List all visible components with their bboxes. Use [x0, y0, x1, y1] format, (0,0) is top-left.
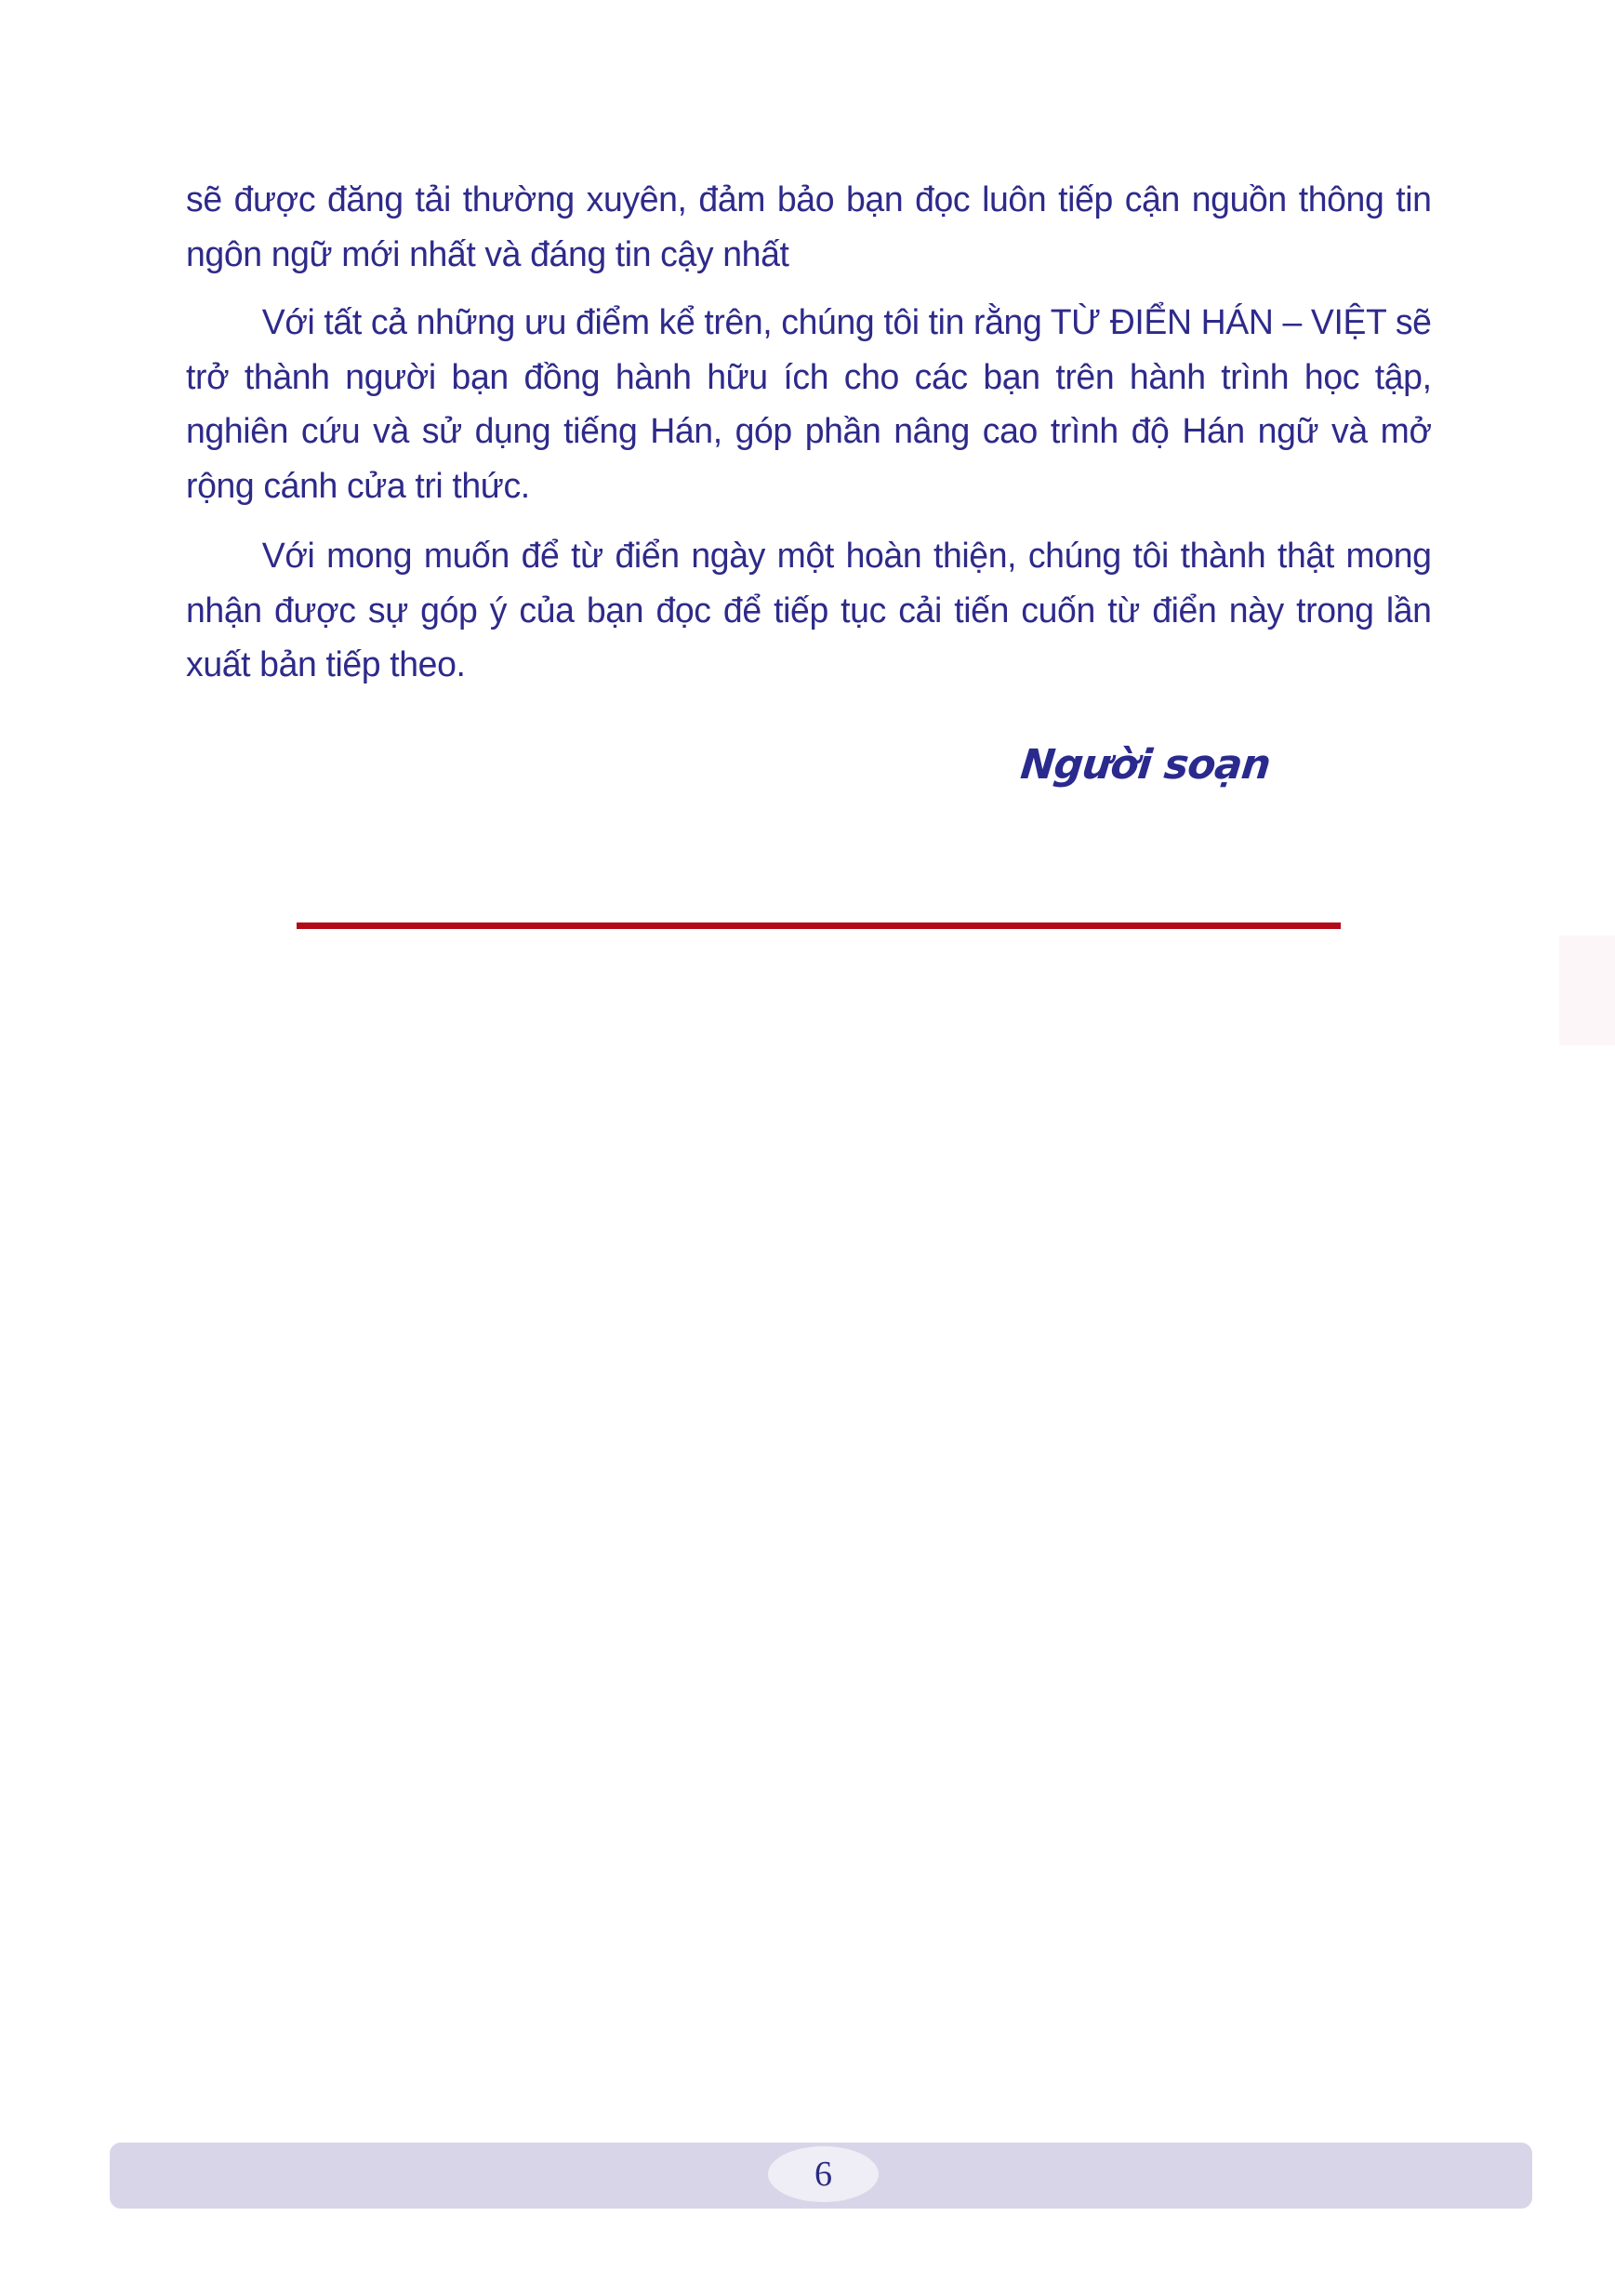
page-number-oval [768, 2146, 879, 2202]
paragraph-text: Với tất cả những ưu điểm kể trên, chúng tôi tin rằng TỪ ĐIỂN HÁN – VIỆT sẽ trở thành người bạn đồng hành hữu ích cho các bạn trên hành trình học tập, nghiên cứu và sử dụng tiếng Hán, góp phần nâng cao trình độ Hán ngữ và mở rộng cánh cửa tri thức. [186, 303, 1432, 506]
paragraph-text: Với mong muốn để từ điển ngày một hoàn thiện, chúng tôi thành thật mong nhận được sự góp ý của bạn đọc để tiếp tục cải tiến cuốn từ điển này trong lần xuất bản tiếp theo. [186, 537, 1432, 684]
paragraph-advantages [186, 296, 1432, 513]
page-number: 6 [814, 2155, 832, 2194]
paragraph-feedback [186, 529, 1432, 693]
section-divider [297, 922, 1341, 929]
paragraph-continuation [186, 173, 1432, 282]
author-signature: Người soạn [1018, 741, 1273, 789]
side-thumb-tab [1559, 936, 1615, 1045]
paragraph-text: sẽ được đăng tải thường xuyên, đảm bảo bạn đọc luôn tiếp cận nguồn thông tin ngôn ngữ mới nhất và đáng tin cậy nhất [186, 180, 1432, 274]
